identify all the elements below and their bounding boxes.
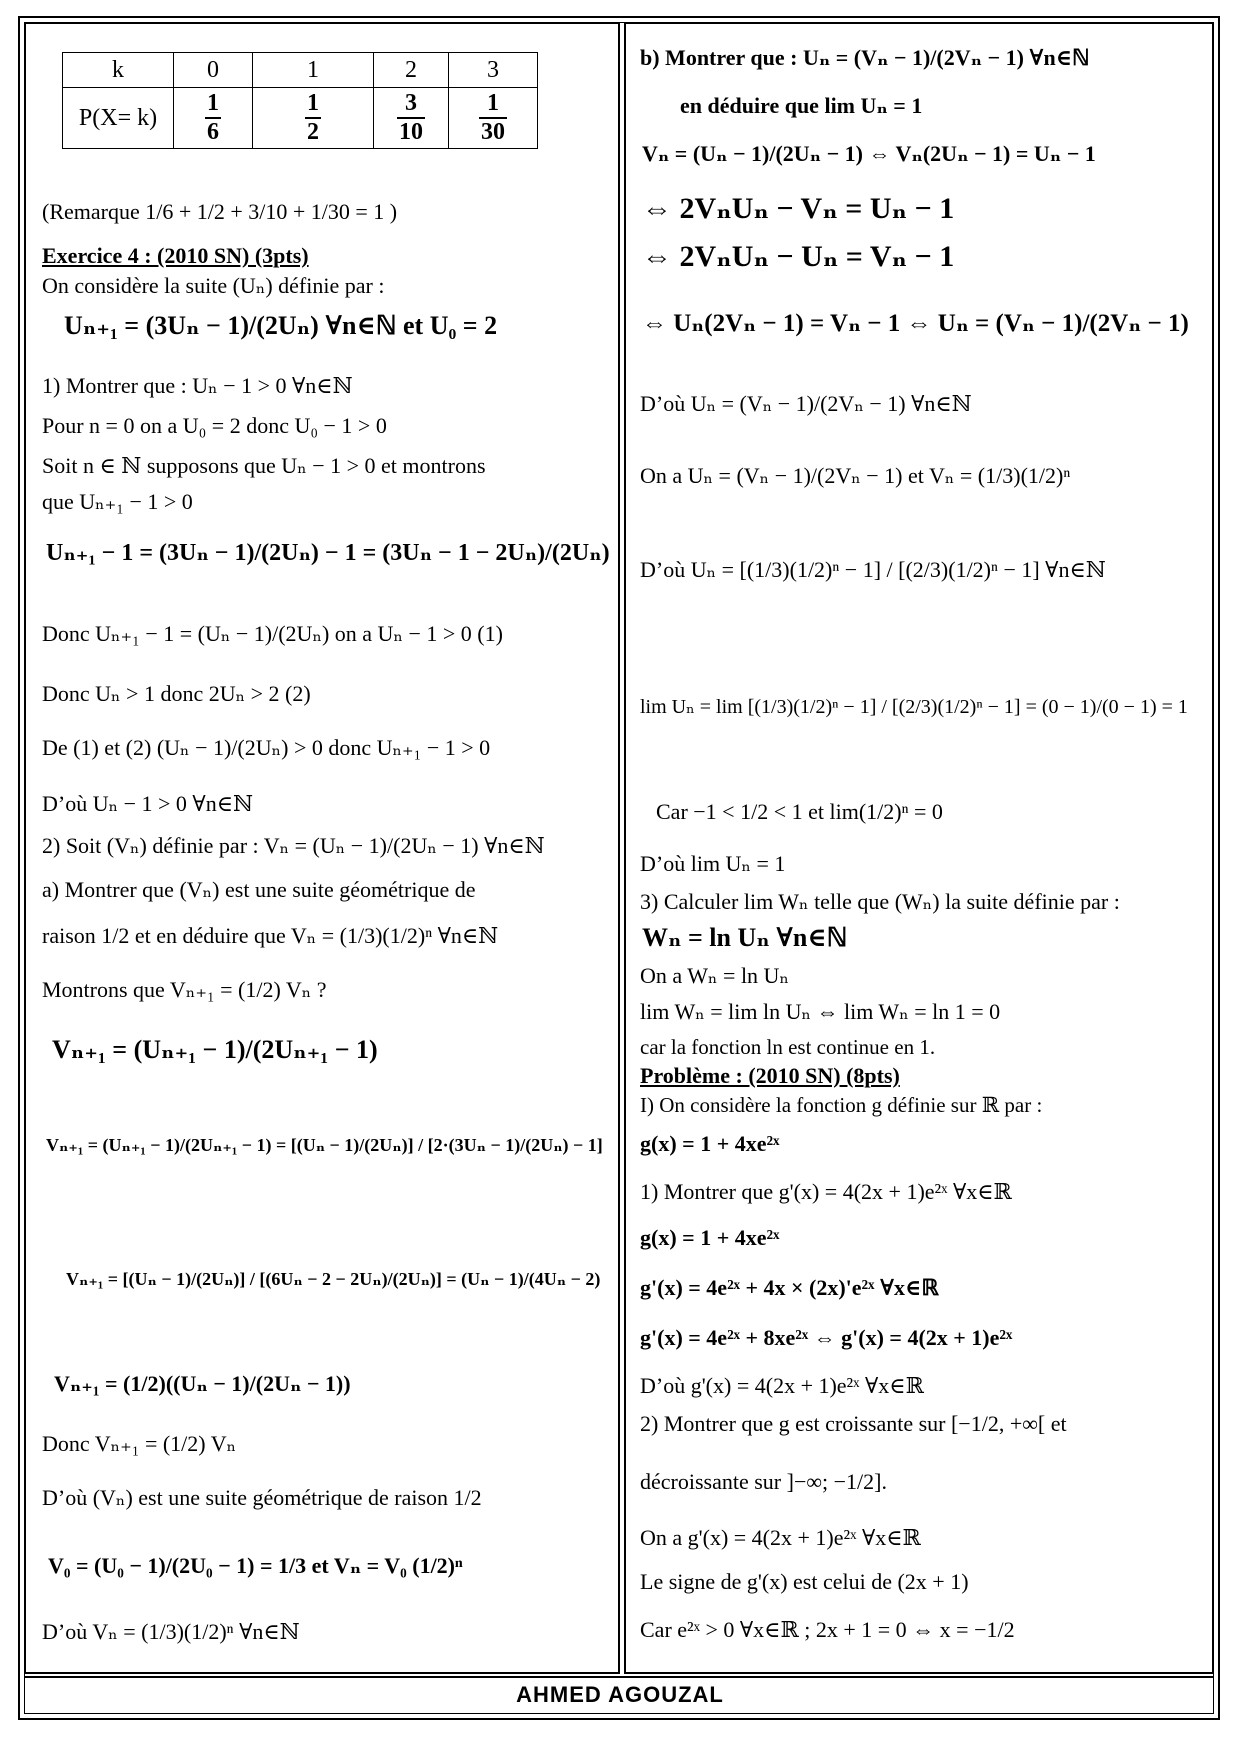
table-cell: 1	[253, 53, 374, 88]
table-cell	[253, 88, 374, 149]
text-line: décroissante sur ]−∞; −1/2].	[640, 1469, 887, 1494]
text-line: Donc Uₙ₊₁ − 1 = (Uₙ − 1)/(2Uₙ) on a Uₙ − 1 > 0 (1)	[42, 621, 503, 646]
text-line: D’où Uₙ − 1 > 0 ∀n∈ℕ	[42, 791, 254, 816]
fraction	[305, 90, 321, 146]
text-line: en déduire que lim Uₙ = 1	[680, 93, 923, 118]
text-line: De (1) et (2) (Uₙ − 1)/(2Uₙ) > 0 donc Uₙ₊₁ − 1 > 0	[42, 735, 491, 760]
fraction	[205, 90, 221, 146]
footer-divider	[24, 1676, 1214, 1678]
text-line: Donc Uₙ > 1 donc 2Uₙ > 2 (2)	[42, 681, 311, 706]
formula-line: ⇔ 2VₙUₙ − Vₙ = Uₙ − 1	[642, 192, 955, 225]
formula-line: g'(x) = 4e²ˣ + 8xe²ˣ ⇔ g'(x) = 4(2x + 1)e²ˣ	[640, 1325, 1013, 1350]
formula-line: Vₙ = (Uₙ − 1)/(2Uₙ − 1) ⇔ Vₙ(2Uₙ − 1) = Uₙ − 1	[642, 141, 1096, 166]
table-cell	[374, 88, 449, 149]
formula-line: Vₙ₊₁ = (1/2)((Uₙ − 1)/(2Uₙ − 1))	[54, 1371, 351, 1396]
text-line: Car −1 < 1/2 < 1 et lim(1/2)ⁿ = 0	[656, 799, 943, 824]
text-line: D’où lim Uₙ = 1	[640, 851, 786, 876]
text-line: D’où g'(x) = 4(2x + 1)e²ˣ ∀x∈ℝ	[640, 1373, 924, 1398]
text-line: Le signe de g'(x) est celui de (2x + 1)	[640, 1569, 969, 1594]
text-line: I) On considère la fonction g définie sur ℝ par :	[640, 1093, 1043, 1117]
formula-line: Wₙ = ln Uₙ ∀n∈ℕ	[642, 923, 848, 952]
text-line: D’où Vₙ = (1/3)(1/2)ⁿ ∀n∈ℕ	[42, 1619, 300, 1644]
text-line: On a Uₙ = (Vₙ − 1)/(2Vₙ − 1) et Vₙ = (1/3)(1/2)ⁿ	[640, 463, 1071, 488]
table-row	[63, 53, 538, 88]
formula-line: ⇔ 2VₙUₙ − Uₙ = Vₙ − 1	[642, 240, 955, 273]
text-line: On a g'(x) = 4(2x + 1)e²ˣ ∀x∈ℝ	[640, 1525, 921, 1550]
fraction-denominator: 10	[399, 119, 423, 145]
table-cell: 2	[374, 53, 449, 88]
formula-line: Vₙ₊₁ = (Uₙ₊₁ − 1)/(2Uₙ₊₁ − 1) = [(Uₙ − 1)/(2Uₙ)] / [2·(3Uₙ − 1)/(2Uₙ) − 1]	[46, 1135, 603, 1155]
fraction-numerator: 3	[397, 90, 425, 119]
formula-line: g(x) = 1 + 4xe²ˣ	[640, 1131, 780, 1156]
text-line: On considère la suite (Uₙ) définie par :	[42, 273, 385, 298]
text-line: Car e²ˣ > 0 ∀x∈ℝ ; 2x + 1 = 0 ⇔ x = −1/2	[640, 1617, 1015, 1642]
text-line: b) Montrer que : Uₙ = (Vₙ − 1)/(2Vₙ − 1) ∀n∈ℕ	[640, 45, 1090, 70]
text-line: 1) Montrer que g'(x) = 4(2x + 1)e²ˣ ∀x∈ℝ	[640, 1179, 1012, 1204]
text-line: lim Uₙ = lim [(1/3)(1/2)ⁿ − 1] / [(2/3)(1/2)ⁿ − 1] = (0 − 1)/(0 − 1) = 1	[640, 696, 1188, 718]
probability-table	[62, 52, 538, 149]
text-line: Donc Vₙ₊₁ = (1/2) Vₙ	[42, 1431, 237, 1456]
fraction	[479, 90, 507, 146]
formula-line: g'(x) = 4e²ˣ + 4x × (2x)'e²ˣ ∀x∈ℝ	[640, 1275, 939, 1300]
formula-line: g(x) = 1 + 4xe²ˣ	[640, 1225, 780, 1250]
text-line: a) Montrer que (Vₙ) est une suite géométrique de	[42, 877, 476, 902]
text-line: Pour n = 0 on a U₀ = 2 donc U₀ − 1 > 0	[42, 413, 387, 438]
text-line: On a Wₙ = ln Uₙ	[640, 963, 789, 988]
text-line: Soit n ∈ ℕ supposons que Uₙ − 1 > 0 et montrons	[42, 453, 486, 478]
formula-line: Vₙ₊₁ = (Uₙ₊₁ − 1)/(2Uₙ₊₁ − 1)	[52, 1035, 378, 1064]
formula-line: Uₙ₊₁ = (3Uₙ − 1)/(2Uₙ) ∀n∈ℕ et U₀ = 2	[64, 311, 498, 340]
text-line: Montrons que Vₙ₊₁ = (1/2) Vₙ ?	[42, 977, 327, 1002]
table-cell: k	[63, 53, 174, 88]
remark-line: (Remarque 1/6 + 1/2 + 3/10 + 1/30 = 1 )	[42, 199, 398, 224]
exercise-4-heading: Exercice 4 : (2010 SN) (3pts)	[42, 243, 309, 268]
problem-title	[640, 1064, 900, 1088]
fraction-numerator: 1	[205, 90, 221, 119]
text-line: 2) Montrer que g est croissante sur [−1/2, +∞[ et	[640, 1411, 1067, 1436]
formula-line: ⇔ Uₙ(2Vₙ − 1) = Vₙ − 1 ⇔ Uₙ = (Vₙ − 1)/(2Vₙ − 1)	[642, 310, 1189, 337]
fraction-denominator: 6	[207, 119, 219, 145]
text-line: 1) Montrer que : Uₙ − 1 > 0 ∀n∈ℕ	[42, 373, 353, 398]
exercise-4-title	[42, 244, 309, 268]
fraction-numerator: 1	[479, 90, 507, 119]
text-line: D’où Uₙ = (Vₙ − 1)/(2Vₙ − 1) ∀n∈ℕ	[640, 391, 972, 416]
fraction-denominator: 30	[481, 119, 505, 145]
table-cell: 3	[449, 53, 538, 88]
text-line: D’où (Vₙ) est une suite géométrique de raison 1/2	[42, 1485, 482, 1510]
problem-heading: Problème : (2010 SN) (8pts)	[640, 1063, 900, 1088]
formula-line: V₀ = (U₀ − 1)/(2U₀ − 1) = 1/3 et Vₙ = V₀ (1/2)ⁿ	[48, 1553, 463, 1578]
fraction-denominator: 2	[307, 119, 319, 145]
table-cell	[449, 88, 538, 149]
footer-author: AHMED AGOUZAL	[516, 1682, 724, 1707]
table-cell: 0	[174, 53, 253, 88]
text-line: lim Wₙ = lim ln Uₙ ⇔ lim Wₙ = ln 1 = 0	[640, 999, 1001, 1024]
fraction	[397, 90, 425, 146]
text-line: D’où Uₙ = [(1/3)(1/2)ⁿ − 1] / [(2/3)(1/2)ⁿ − 1] ∀n∈ℕ	[640, 557, 1106, 582]
text-line: 3) Calculer lim Wₙ telle que (Wₙ) la suite définie par :	[640, 889, 1120, 914]
table-cell	[174, 88, 253, 149]
formula-line: Uₙ₊₁ − 1 = (3Uₙ − 1)/(2Uₙ) − 1 = (3Uₙ − 1 − 2Uₙ)/(2Uₙ)	[46, 540, 610, 566]
formula-line: Vₙ₊₁ = [(Uₙ − 1)/(2Uₙ)] / [(6Uₙ − 2 − 2Uₙ)/(2Uₙ)] = (Uₙ − 1)/(4Uₙ − 2)	[66, 1269, 601, 1289]
table-cell: P(X= k)	[63, 88, 174, 149]
text-line: car la fonction ln est continue en 1.	[640, 1035, 936, 1059]
table-row	[63, 88, 538, 149]
text-line: raison 1/2 et en déduire que Vₙ = (1/3)(1/2)ⁿ ∀n∈ℕ	[42, 923, 499, 948]
text-line: 2) Soit (Vₙ) définie par : Vₙ = (Uₙ − 1)/(2Uₙ − 1) ∀n∈ℕ	[42, 833, 545, 858]
text-line: que Uₙ₊₁ − 1 > 0	[42, 489, 193, 514]
fraction-numerator: 1	[305, 90, 321, 119]
